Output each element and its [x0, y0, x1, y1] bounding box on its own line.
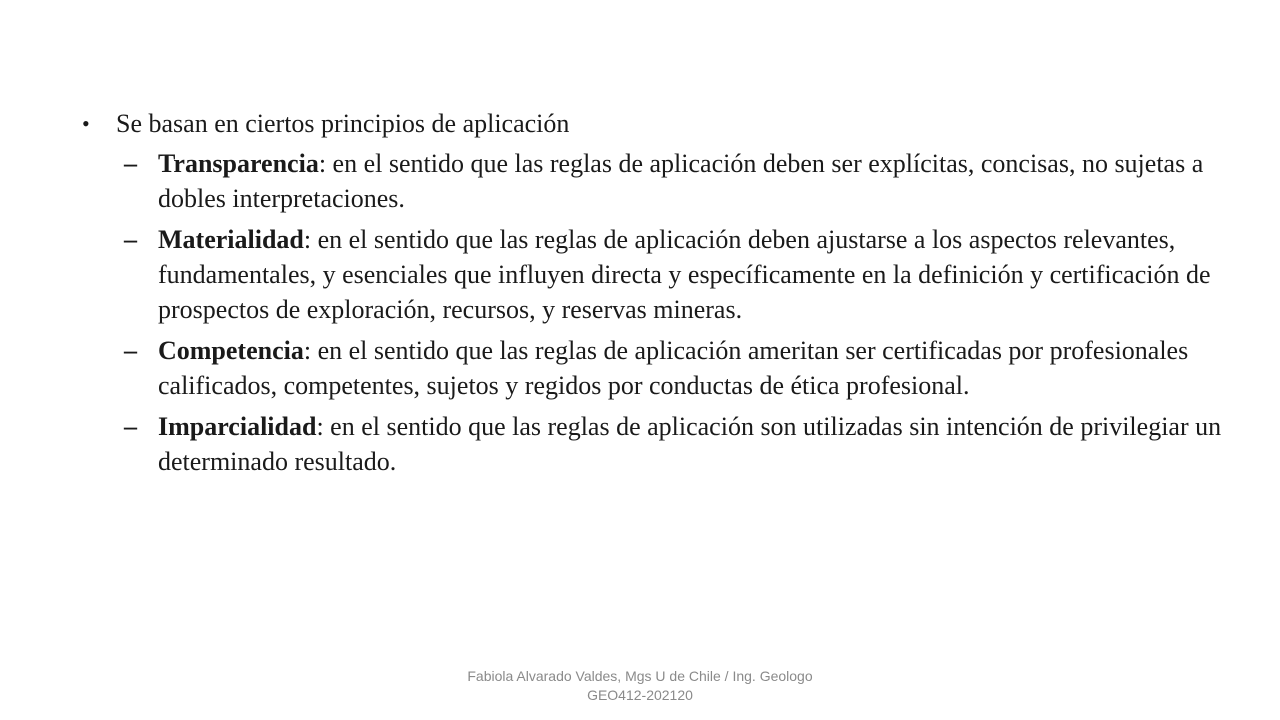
sub-item-text: : en el sentido que las reglas de aplicación deben ajustarse a los aspectos relevantes, fundamentales, y esenciales que influyen directa y específicamente en la definición y certificación de prospectos de exploración, recursos, y reservas mineras.: [158, 225, 1211, 324]
footer-author: Fabiola Alvarado Valdes, Mgs U de Chile / Ing. Geologo: [467, 668, 813, 684]
slide-content: [80, 106, 1230, 485]
sub-item-text: : en el sentido que las reglas de aplicación ameritan ser certificadas por profesionales calificados, competentes, sujetos y regidos por conductas de ética profesional.: [158, 336, 1189, 400]
dash-icon: –: [124, 336, 137, 365]
bullet-item: [80, 106, 1230, 142]
sub-item-text: : en el sentido que las reglas de aplicación deben ser explícitas, concisas, no sujetas a dobles interpretaciones.: [158, 149, 1204, 213]
sub-item-competencia: [80, 333, 1230, 403]
sub-item-term: Transparencia: [158, 149, 319, 178]
sub-item-term: Materialidad: [158, 225, 304, 254]
sub-item-term: Competencia: [158, 336, 304, 365]
dash-icon: –: [124, 412, 137, 441]
sub-item-transparencia: [80, 146, 1230, 216]
sub-item-text: : en el sentido que las reglas de aplicación son utilizadas sin intención de privilegiar un determinado resultado.: [158, 412, 1222, 476]
dash-icon: –: [124, 225, 137, 254]
bullet-text: Se basan en ciertos principios de aplicación: [116, 109, 570, 138]
sub-item-imparcialidad: [80, 409, 1230, 479]
dash-icon: –: [124, 149, 137, 178]
sub-item-list: [80, 146, 1230, 479]
footer-course-code: GEO412-202120: [587, 687, 693, 703]
sub-item-term: Imparcialidad: [158, 412, 317, 441]
sub-item-materialidad: [80, 222, 1230, 327]
bullet-icon: •: [82, 111, 90, 136]
slide-footer: [0, 667, 1280, 705]
